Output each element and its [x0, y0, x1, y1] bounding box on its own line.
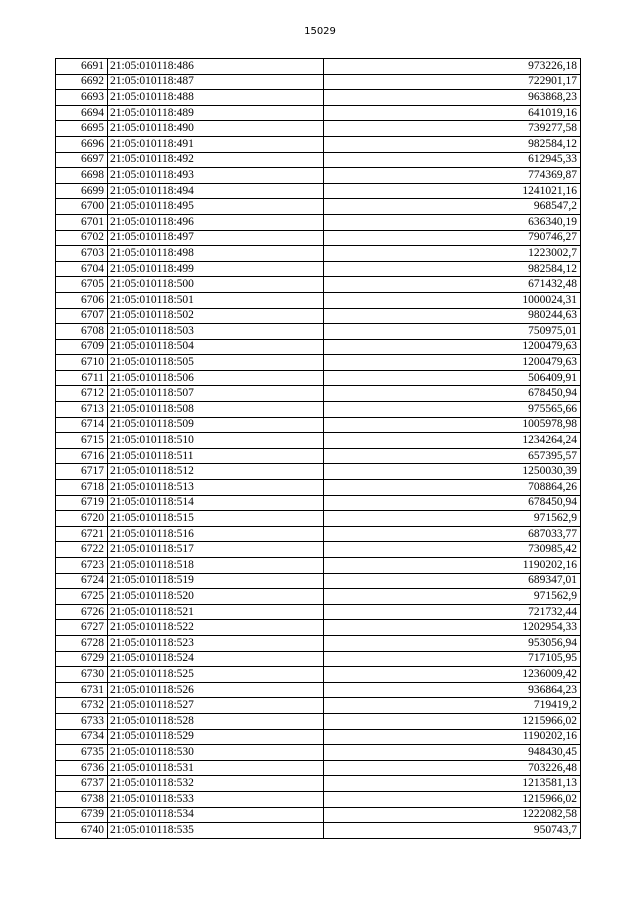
cadastral-value-cell: 1223002,7: [324, 246, 581, 262]
cadastral-value-cell: 730985,42: [324, 542, 581, 558]
cadastral-value-cell: 936864,23: [324, 682, 581, 698]
row-number-cell: 6720: [56, 511, 108, 527]
page-number: 15029: [304, 26, 336, 37]
cadastral-value-cell: 641019,16: [324, 105, 581, 121]
table-row: [56, 558, 581, 574]
cadastral-number-cell: 21:05:010118:504: [108, 339, 324, 355]
cadastral-number-cell: 21:05:010118:533: [108, 791, 324, 807]
cadastral-value-cell: 1200479,63: [324, 355, 581, 371]
table-row: [56, 277, 581, 293]
cadastral-value-cell: 1000024,31: [324, 292, 581, 308]
table-row: [56, 59, 581, 75]
table-row: [56, 183, 581, 199]
cadastral-value-cell: 678450,94: [324, 386, 581, 402]
cadastral-number-cell: 21:05:010118:489: [108, 105, 324, 121]
table-row: [56, 573, 581, 589]
table-row: [56, 635, 581, 651]
cadastral-number-cell: 21:05:010118:535: [108, 823, 324, 839]
table-row: [56, 136, 581, 152]
cadastral-value-cell: 973226,18: [324, 59, 581, 75]
table-row: [56, 729, 581, 745]
cadastral-value-cell: 1200479,63: [324, 339, 581, 355]
cadastral-number-cell: 21:05:010118:526: [108, 682, 324, 698]
table-row: [56, 682, 581, 698]
cadastral-value-cell: 717105,95: [324, 651, 581, 667]
cadastral-number-cell: 21:05:010118:496: [108, 214, 324, 230]
row-number-cell: 6726: [56, 604, 108, 620]
cadastral-value-cell: 689347,01: [324, 573, 581, 589]
table-row: [56, 261, 581, 277]
row-number-cell: 6714: [56, 417, 108, 433]
cadastral-number-cell: 21:05:010118:508: [108, 402, 324, 418]
cadastral-value-cell: 721732,44: [324, 604, 581, 620]
row-number-cell: 6738: [56, 791, 108, 807]
cadastral-value-cell: 963868,23: [324, 90, 581, 106]
row-number-cell: 6713: [56, 402, 108, 418]
table-row: [56, 495, 581, 511]
cadastral-number-cell: 21:05:010118:494: [108, 183, 324, 199]
cadastral-value-cell: 975565,66: [324, 402, 581, 418]
table-row: [56, 308, 581, 324]
cadastral-value-cell: 636340,19: [324, 214, 581, 230]
cadastral-number-cell: 21:05:010118:498: [108, 246, 324, 262]
table-row: [56, 214, 581, 230]
row-number-cell: 6708: [56, 324, 108, 340]
table-row: [56, 713, 581, 729]
cadastral-number-cell: 21:05:010118:486: [108, 59, 324, 75]
cadastral-number-cell: 21:05:010118:527: [108, 698, 324, 714]
table-row: [56, 105, 581, 121]
table-row: [56, 230, 581, 246]
cadastral-value-cell: 687033,77: [324, 526, 581, 542]
cadastral-value-cell: 657395,57: [324, 448, 581, 464]
row-number-cell: 6694: [56, 105, 108, 121]
row-number-cell: 6728: [56, 635, 108, 651]
cadastral-value-cell: 678450,94: [324, 495, 581, 511]
row-number-cell: 6737: [56, 776, 108, 792]
row-number-cell: 6736: [56, 760, 108, 776]
cadastral-value-cell: 774369,87: [324, 168, 581, 184]
table-row: [56, 121, 581, 137]
cadastral-value-cell: 1241021,16: [324, 183, 581, 199]
cadastral-value-cell: 982584,12: [324, 136, 581, 152]
cadastral-number-cell: 21:05:010118:490: [108, 121, 324, 137]
cadastral-number-cell: 21:05:010118:529: [108, 729, 324, 745]
row-number-cell: 6710: [56, 355, 108, 371]
cadastral-value-cell: 612945,33: [324, 152, 581, 168]
cadastral-value-cell: 1005978,98: [324, 417, 581, 433]
cadastral-value-cell: 1222082,58: [324, 807, 581, 823]
row-number-cell: 6700: [56, 199, 108, 215]
row-number-cell: 6718: [56, 480, 108, 496]
table-row: [56, 448, 581, 464]
cadastral-number-cell: 21:05:010118:491: [108, 136, 324, 152]
row-number-cell: 6705: [56, 277, 108, 293]
cadastral-number-cell: 21:05:010118:509: [108, 417, 324, 433]
cadastral-value-cell: 982584,12: [324, 261, 581, 277]
row-number-cell: 6702: [56, 230, 108, 246]
cadastral-value-cell: 750975,01: [324, 324, 581, 340]
cadastral-number-cell: 21:05:010118:520: [108, 589, 324, 605]
cadastral-number-cell: 21:05:010118:512: [108, 464, 324, 480]
row-number-cell: 6721: [56, 526, 108, 542]
cadastral-value-table: [55, 58, 581, 839]
cadastral-value-cell: 790746,27: [324, 230, 581, 246]
table-row: [56, 339, 581, 355]
row-number-cell: 6730: [56, 667, 108, 683]
row-number-cell: 6725: [56, 589, 108, 605]
table-row: [56, 651, 581, 667]
row-number-cell: 6716: [56, 448, 108, 464]
cadastral-number-cell: 21:05:010118:499: [108, 261, 324, 277]
row-number-cell: 6704: [56, 261, 108, 277]
cadastral-number-cell: 21:05:010118:521: [108, 604, 324, 620]
cadastral-number-cell: 21:05:010118:500: [108, 277, 324, 293]
cadastral-number-cell: 21:05:010118:513: [108, 480, 324, 496]
row-number-cell: 6703: [56, 246, 108, 262]
cadastral-number-cell: 21:05:010118:493: [108, 168, 324, 184]
table-row: [56, 168, 581, 184]
row-number-cell: 6691: [56, 59, 108, 75]
cadastral-value-cell: 1250030,39: [324, 464, 581, 480]
cadastral-number-cell: 21:05:010118:528: [108, 713, 324, 729]
row-number-cell: 6731: [56, 682, 108, 698]
cadastral-number-cell: 21:05:010118:507: [108, 386, 324, 402]
table-row: [56, 511, 581, 527]
cadastral-value-cell: 1234264,24: [324, 433, 581, 449]
cadastral-number-cell: 21:05:010118:511: [108, 448, 324, 464]
cadastral-value-cell: 1202954,33: [324, 620, 581, 636]
row-number-cell: 6712: [56, 386, 108, 402]
table-row: [56, 776, 581, 792]
cadastral-value-cell: 1213581,13: [324, 776, 581, 792]
row-number-cell: 6717: [56, 464, 108, 480]
row-number-cell: 6698: [56, 168, 108, 184]
cadastral-number-cell: 21:05:010118:505: [108, 355, 324, 371]
cadastral-number-cell: 21:05:010118:534: [108, 807, 324, 823]
row-number-cell: 6727: [56, 620, 108, 636]
cadastral-value-cell: 671432,48: [324, 277, 581, 293]
table-row: [56, 807, 581, 823]
cadastral-number-cell: 21:05:010118:532: [108, 776, 324, 792]
row-number-cell: 6723: [56, 558, 108, 574]
row-number-cell: 6734: [56, 729, 108, 745]
row-number-cell: 6693: [56, 90, 108, 106]
row-number-cell: 6706: [56, 292, 108, 308]
cadastral-value-cell: 968547,2: [324, 199, 581, 215]
table-row: [56, 760, 581, 776]
cadastral-number-cell: 21:05:010118:497: [108, 230, 324, 246]
cadastral-number-cell: 21:05:010118:506: [108, 370, 324, 386]
table-row: [56, 417, 581, 433]
table-row: [56, 74, 581, 90]
cadastral-number-cell: 21:05:010118:495: [108, 199, 324, 215]
table-body: [56, 59, 581, 839]
row-number-cell: 6692: [56, 74, 108, 90]
table-row: [56, 402, 581, 418]
row-number-cell: 6707: [56, 308, 108, 324]
cadastral-value-cell: 971562,9: [324, 511, 581, 527]
table-row: [56, 433, 581, 449]
cadastral-value-cell: 708864,26: [324, 480, 581, 496]
cadastral-number-cell: 21:05:010118:515: [108, 511, 324, 527]
cadastral-value-cell: 1215966,02: [324, 713, 581, 729]
row-number-cell: 6724: [56, 573, 108, 589]
cadastral-value-cell: 1190202,16: [324, 729, 581, 745]
cadastral-value-cell: 980244,63: [324, 308, 581, 324]
cadastral-number-cell: 21:05:010118:522: [108, 620, 324, 636]
table-row: [56, 199, 581, 215]
cadastral-number-cell: 21:05:010118:517: [108, 542, 324, 558]
table-row: [56, 698, 581, 714]
cadastral-value-cell: 722901,17: [324, 74, 581, 90]
cadastral-value-cell: 1190202,16: [324, 558, 581, 574]
row-number-cell: 6735: [56, 745, 108, 761]
row-number-cell: 6740: [56, 823, 108, 839]
table-row: [56, 823, 581, 839]
cadastral-number-cell: 21:05:010118:501: [108, 292, 324, 308]
row-number-cell: 6733: [56, 713, 108, 729]
cadastral-value-cell: 971562,9: [324, 589, 581, 605]
cadastral-number-cell: 21:05:010118:487: [108, 74, 324, 90]
row-number-cell: 6696: [56, 136, 108, 152]
cadastral-number-cell: 21:05:010118:519: [108, 573, 324, 589]
cadastral-number-cell: 21:05:010118:518: [108, 558, 324, 574]
cadastral-number-cell: 21:05:010118:524: [108, 651, 324, 667]
table-row: [56, 292, 581, 308]
table-row: [56, 370, 581, 386]
cadastral-value-cell: 739277,58: [324, 121, 581, 137]
table-row: [56, 667, 581, 683]
table-row: [56, 386, 581, 402]
row-number-cell: 6732: [56, 698, 108, 714]
table-row: [56, 90, 581, 106]
table-row: [56, 355, 581, 371]
cadastral-number-cell: 21:05:010118:488: [108, 90, 324, 106]
cadastral-value-cell: 953056,94: [324, 635, 581, 651]
table-row: [56, 620, 581, 636]
cadastral-number-cell: 21:05:010118:502: [108, 308, 324, 324]
table-row: [56, 152, 581, 168]
table-row: [56, 604, 581, 620]
cadastral-number-cell: 21:05:010118:525: [108, 667, 324, 683]
table-row: [56, 480, 581, 496]
table-row: [56, 324, 581, 340]
cadastral-number-cell: 21:05:010118:510: [108, 433, 324, 449]
table-row: [56, 589, 581, 605]
table-row: [56, 791, 581, 807]
row-number-cell: 6701: [56, 214, 108, 230]
cadastral-value-cell: 948430,45: [324, 745, 581, 761]
cadastral-value-cell: 719419,2: [324, 698, 581, 714]
row-number-cell: 6715: [56, 433, 108, 449]
table-row: [56, 745, 581, 761]
table-row: [56, 246, 581, 262]
cadastral-number-cell: 21:05:010118:531: [108, 760, 324, 776]
cadastral-value-cell: 506409,91: [324, 370, 581, 386]
table-row: [56, 464, 581, 480]
row-number-cell: 6711: [56, 370, 108, 386]
table-row: [56, 526, 581, 542]
cadastral-value-cell: 703226,48: [324, 760, 581, 776]
cadastral-number-cell: 21:05:010118:516: [108, 526, 324, 542]
table-row: [56, 542, 581, 558]
row-number-cell: 6722: [56, 542, 108, 558]
row-number-cell: 6729: [56, 651, 108, 667]
row-number-cell: 6739: [56, 807, 108, 823]
row-number-cell: 6699: [56, 183, 108, 199]
cadastral-number-cell: 21:05:010118:530: [108, 745, 324, 761]
cadastral-number-cell: 21:05:010118:492: [108, 152, 324, 168]
cadastral-number-cell: 21:05:010118:523: [108, 635, 324, 651]
row-number-cell: 6719: [56, 495, 108, 511]
cadastral-value-cell: 1236009,42: [324, 667, 581, 683]
row-number-cell: 6695: [56, 121, 108, 137]
cadastral-number-cell: 21:05:010118:503: [108, 324, 324, 340]
row-number-cell: 6697: [56, 152, 108, 168]
cadastral-number-cell: 21:05:010118:514: [108, 495, 324, 511]
row-number-cell: 6709: [56, 339, 108, 355]
cadastral-value-cell: 1215966,02: [324, 791, 581, 807]
cadastral-value-cell: 950743,7: [324, 823, 581, 839]
